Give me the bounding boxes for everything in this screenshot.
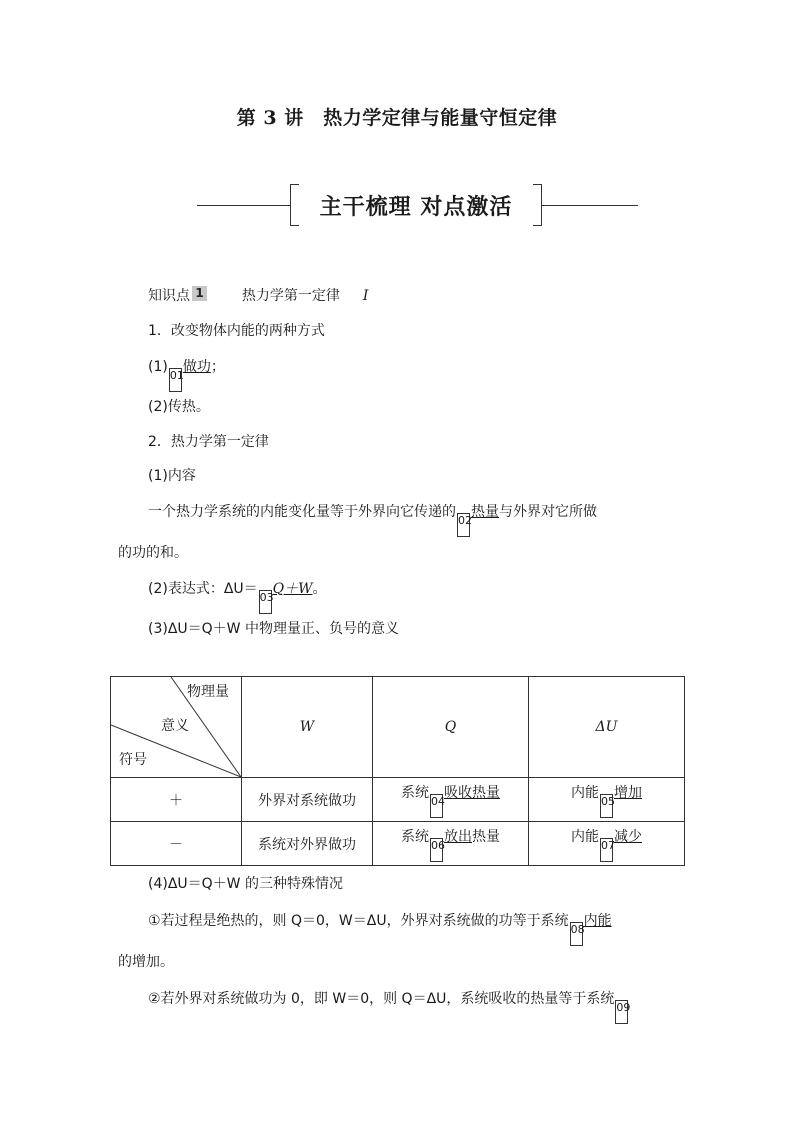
corner-label-mid: 意义 (161, 718, 189, 734)
line-1: 1．改变物体内能的两种方式 (148, 323, 325, 339)
line-13 (148, 988, 629, 1024)
answer-01: 做功 (182, 359, 211, 375)
knowledge-point-heading (148, 285, 368, 305)
kp-level: Ⅰ (362, 288, 369, 304)
answer-04: 吸收热量 (444, 784, 500, 801)
sign-plus: ＋ (111, 778, 242, 822)
line-6-prefix: 一个热力学系统的内能变化量等于外界向它传递的 (148, 504, 456, 520)
kp-label: 知识点 (148, 288, 190, 304)
table-header-row (111, 677, 685, 778)
blank-02: 02 (457, 513, 470, 537)
du-plus-prefix: 内能 (571, 784, 599, 801)
banner-text: 主干梳理 对点激活 (319, 194, 513, 220)
answer-03: Q＋W (272, 581, 313, 597)
answer-07: 减少 (614, 828, 642, 845)
corner-label-top: 物理量 (187, 684, 229, 700)
answer-05: 增加 (614, 784, 642, 801)
line-5: (1)内容 (148, 468, 196, 484)
line-11 (148, 910, 612, 946)
line-6 (148, 501, 597, 537)
table-row (111, 822, 685, 866)
q-minus-meaning (373, 822, 529, 866)
blank-06: 06 (430, 838, 443, 862)
sign-meaning-table (110, 676, 685, 866)
line-2-suffix: ； (210, 359, 225, 375)
line-11-prefix: ①若过程是绝热的，则 Q＝0，W＝ΔU，外界对系统做的功等于系统 (148, 913, 569, 929)
answer-02: 热量 (471, 504, 499, 520)
line-9: (3)ΔU＝Q＋W 中物理量正、负号的意义 (148, 621, 399, 637)
banner-rule-left (197, 205, 290, 206)
line-8 (148, 578, 327, 614)
banner-rule-right (542, 205, 638, 206)
line-2-prefix: (1) (148, 359, 168, 375)
du-plus-meaning (529, 778, 685, 822)
sign-minus: － (111, 822, 242, 866)
line-12: 的增加。 (118, 954, 174, 970)
line-10: (4)ΔU＝Q＋W 的三种特殊情况 (148, 876, 343, 892)
blank-04: 04 (430, 794, 443, 818)
header-du: ΔU (529, 677, 685, 778)
blank-09: 09 (615, 1000, 628, 1024)
page-title: 第 3 讲 热力学定律与能量守恒定律 (236, 107, 558, 129)
du-minus-prefix: 内能 (571, 828, 599, 845)
w-plus-meaning: 外界对系统做功 (242, 778, 373, 822)
line-7: 的功的和。 (118, 545, 188, 561)
kp-name: 热力学第一定律 (241, 288, 340, 304)
q-minus-suffix: 热量 (472, 828, 500, 845)
line-13-prefix: ②若外界对系统做功为 0，即 W＝0，则 Q＝ΔU，系统吸收的热量等于系统 (148, 991, 615, 1007)
blank-01: 01 (169, 368, 182, 392)
table-corner-cell (111, 677, 242, 778)
line-2 (148, 356, 225, 392)
du-minus-meaning (529, 822, 685, 866)
blank-03: 03 (259, 590, 272, 614)
table-row (111, 778, 685, 822)
blank-08: 08 (570, 922, 583, 946)
line-4: 2．热力学第一定律 (148, 434, 269, 450)
q-plus-meaning (373, 778, 529, 822)
line-8-prefix: (2)表达式：ΔU＝ (148, 581, 258, 597)
corner-label-bottom: 符号 (119, 752, 147, 768)
blank-07: 07 (600, 838, 613, 862)
line-6-suffix: 与外界对它所做 (499, 504, 597, 520)
line-3: (2)传热。 (148, 399, 210, 415)
answer-08: 内能 (583, 913, 612, 929)
line-8-suffix: 。 (312, 581, 327, 597)
answer-06: 放出 (444, 828, 472, 845)
q-minus-prefix: 系统 (401, 828, 429, 845)
w-minus-meaning: 系统对外界做功 (242, 822, 373, 866)
blank-05: 05 (600, 794, 613, 818)
q-plus-prefix: 系统 (401, 784, 429, 801)
section-banner (290, 184, 542, 226)
header-q: Q (373, 677, 529, 778)
kp-badge: 1 (192, 286, 207, 301)
header-w: W (242, 677, 373, 778)
